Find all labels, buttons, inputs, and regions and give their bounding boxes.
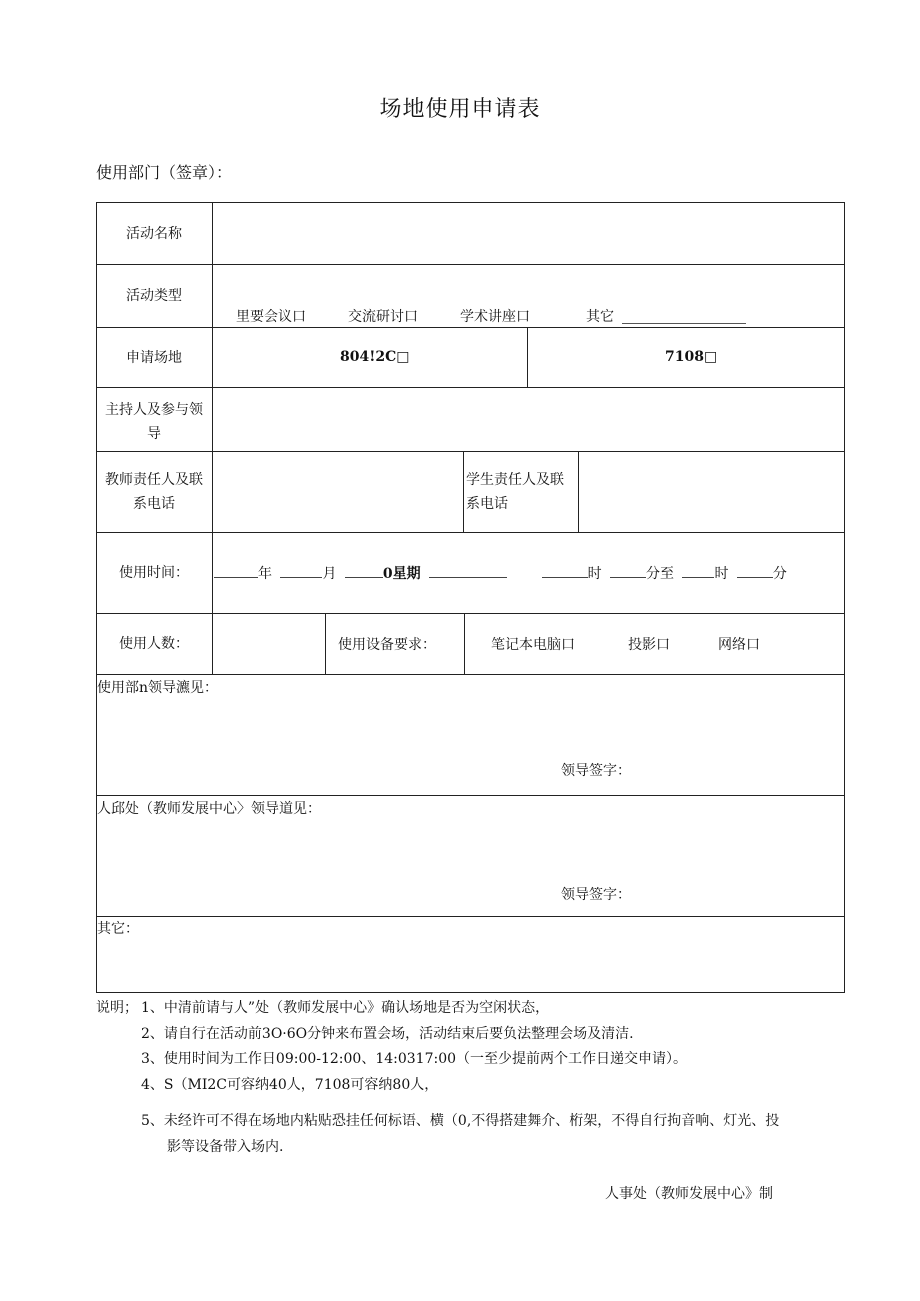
venue-option-a[interactable]: 804!2C□ <box>340 349 410 365</box>
note-1: 1、中清前请与人”处（教师发展中心》确认场地是否为空闲状态， <box>141 1000 550 1016</box>
hr-leader-opinion-label: 人邱处（教师发展中心〉领导道见： <box>97 801 321 817</box>
activity-name-field[interactable] <box>214 204 843 262</box>
other-label: 其它： <box>97 921 139 937</box>
note-2: 2、请自行在活动前3O·6O分钟来布置会场，活动结束后要负法整理会场及清洁. <box>141 1026 634 1042</box>
notes-prefix: 说明； <box>96 1000 138 1016</box>
usage-time-fields[interactable]: 年 月 0星期 时 分至 时 分 <box>214 563 787 583</box>
dept-leader-opinion-label: 使用部n领导瀌见： <box>97 680 219 696</box>
student-contact-label: 学生责任人及联 系电话 <box>466 472 564 512</box>
venue-option-b[interactable]: 7108□ <box>665 349 718 365</box>
note-3: 3、使用时间为工作日09:00-12:00、14:0317:00（一至少提前两个工作日递交申请）。 <box>141 1051 688 1067</box>
equipment-label: 使用设备要求： <box>338 637 436 653</box>
student-contact-field[interactable] <box>580 453 843 531</box>
issuer-footer: 人事处（教师发展中心》制 <box>605 1186 773 1202</box>
equip-projector-checkbox[interactable]: 投影口 <box>628 637 670 653</box>
type-seminar-checkbox[interactable]: 交流研讨口 <box>348 309 418 325</box>
page-title: 场地使用申请表 <box>379 97 541 122</box>
department-seal-label: 使用部门（签章）： <box>96 163 233 182</box>
attendee-count-label: 使用人数： <box>119 636 189 652</box>
activity-name-label: 活动名称 <box>126 226 182 242</box>
note-5-line-2: 影等设备带入场内. <box>167 1139 284 1155</box>
note-5-line-1: 5、未经许可不得在场地内粘贴恐挂任何标语、横（0,不得搭建舞介、桁架，不得自行拘音响、灯光、投 <box>141 1113 780 1129</box>
type-other-label: 其它 <box>586 309 614 325</box>
host-leader-field[interactable] <box>214 389 843 449</box>
type-lecture-checkbox[interactable]: 学术讲座口 <box>460 309 530 325</box>
teacher-contact-field[interactable] <box>214 453 462 531</box>
hr-leader-signature[interactable]: 领导签字： <box>561 887 631 903</box>
equip-network-checkbox[interactable]: 网络口 <box>718 637 760 653</box>
dept-leader-signature[interactable]: 领导签字： <box>561 763 631 779</box>
activity-type-label: 活动类型 <box>126 288 182 304</box>
usage-time-label: 使用时间： <box>119 565 189 581</box>
note-4: 4、S（MI2C可容纳40人，7108可容纳80人， <box>141 1077 439 1093</box>
type-meeting-checkbox[interactable]: 里要会议口 <box>236 309 306 325</box>
equip-laptop-checkbox[interactable]: 笔记本电脑口 <box>491 637 575 653</box>
teacher-contact-label: 教师责任人及联 系电话 <box>105 472 203 512</box>
venue-label: 申请场地 <box>126 350 182 366</box>
type-other-blank[interactable] <box>622 323 746 324</box>
attendee-count-field[interactable] <box>214 615 324 673</box>
host-leader-label: 主持人及参与领 导 <box>105 402 203 442</box>
